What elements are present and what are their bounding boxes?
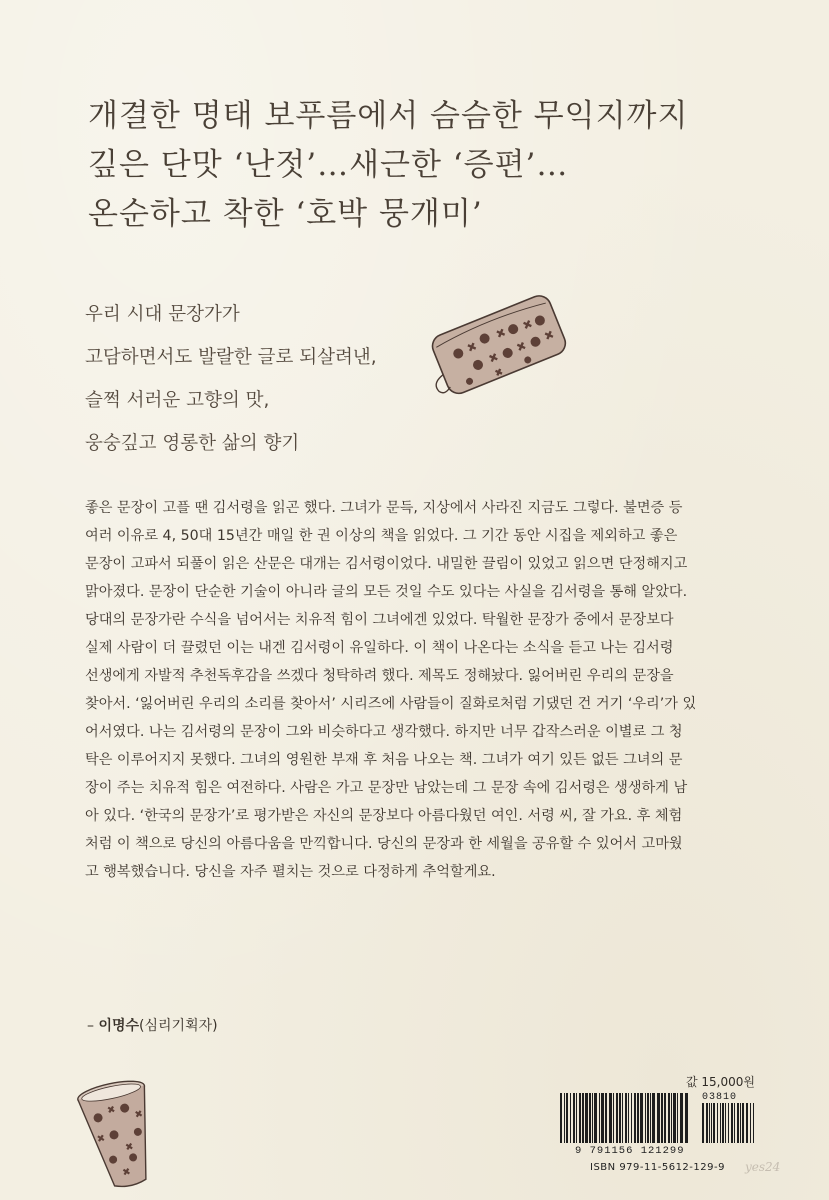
barcode-addon-bar [702, 1103, 704, 1143]
barcode-bar [631, 1093, 632, 1143]
subhead-line: 슬쩍 서러운 고향의 맛, [85, 390, 270, 411]
barcode-digits: 9 791156 121299 [575, 1145, 685, 1157]
barcode-bar [601, 1093, 604, 1143]
barcode-bar [566, 1093, 568, 1143]
barcode-bar [605, 1093, 607, 1143]
body-line: 당대의 문장가란 수식을 넘어서는 치유적 힘이 그녀에겐 있었다. 탁월한 문장가 중에서 문장보다 [85, 612, 674, 628]
barcode-bar [599, 1093, 600, 1143]
barcode-bar [680, 1093, 683, 1143]
barcode-bar [664, 1093, 666, 1143]
barcode-addon-bar [725, 1103, 726, 1143]
barcode-addon-bar [713, 1103, 715, 1143]
headline-line: 개결한 명태 보푸름에서 슴슴한 무익지까지 [88, 98, 689, 134]
price-label: 값 15,000원 [686, 1075, 755, 1089]
subhead-line: 고담하면서도 발랄한 글로 되살려낸, [85, 347, 377, 368]
barcode-bar [625, 1093, 627, 1143]
body-line: 선생에게 자발적 추천독후감을 쓰겠다 청탁하려 했다. 제목도 정해놨다. 잃어버린 우리의 문장을 [85, 668, 674, 684]
barcode-bar [579, 1093, 581, 1143]
barcode-bar [685, 1093, 688, 1143]
barcode-bar [657, 1093, 660, 1143]
barcode-addon-bar [728, 1103, 729, 1143]
body-line: 장이 주는 치유적 힘은 여전하다. 사람은 가고 문장만 남았는데 그 문장 속에 김서령은 생생하게 남 [85, 780, 688, 796]
barcode-addon-bar [711, 1103, 712, 1143]
barcode-bar [564, 1093, 565, 1143]
barcode-bar [573, 1093, 575, 1143]
body-line: 문장이 고파서 되풀이 읽은 산문은 대개는 김서령이었다. 내밀한 끌림이 있었고 읽으면 단정해지고 [85, 556, 688, 572]
barcode-bar [619, 1093, 621, 1143]
body-line: 처럼 이 책으로 당신의 아름다움을 만끽합니다. 당신의 문장과 한 세월을 공유할 수 있어서 고마웠 [85, 836, 683, 852]
subhead-line: 우리 시대 문장가가 [85, 304, 240, 325]
barcode-bar [671, 1093, 672, 1143]
barcode-addon-bar [709, 1103, 710, 1143]
barcode-bar [645, 1093, 646, 1143]
barcode-addon-bar [722, 1103, 724, 1143]
body-line: 고 행복했습니다. 당신을 자주 펼치는 것으로 다정하게 추억할게요. [85, 864, 496, 880]
subhead-line: 웅숭깊고 영롱한 삶의 향기 [85, 433, 300, 454]
barcode-bar [650, 1093, 651, 1143]
barcode-bar [576, 1093, 577, 1143]
barcode-bar [661, 1093, 663, 1143]
isbn-label: ISBN 979-11-5612-129-9 [590, 1162, 725, 1173]
body-line: 찾아서. ‘잃어버린 우리의 소리를 찾아서’ 시리즈에 사람들이 질화로처럼 기댔던 건 거기 ‘우리’가 있 [85, 696, 697, 712]
barcode-bar [594, 1093, 597, 1143]
body-line: 탁은 이루어지지 못했다. 그녀의 영원한 부재 후 처음 나오는 책. 그녀가 여기 있든 없든 그녀의 문 [85, 752, 683, 768]
barcode-addon-bar [737, 1103, 739, 1143]
barcode-bar [585, 1093, 588, 1143]
credit-name: 이명수 [98, 1018, 140, 1034]
barcode-bar [570, 1093, 571, 1143]
barcode-addon-bar [746, 1103, 748, 1143]
body-line: 어서였다. 나는 김서령의 문장이 그와 비슷하다고 생각했다. 하지만 너무 갑작스러운 이별로 그 청 [85, 724, 683, 740]
body-line: 아 있다. ‘한국의 문장가’로 평가받은 자신의 문장보다 아름다웠던 여인. 서령 씨, 잘 가요. 후 체험 [85, 808, 683, 824]
barcode-bar [622, 1093, 623, 1143]
barcode-addon: 03810 [702, 1092, 738, 1103]
barcode-addon-bar [720, 1103, 721, 1143]
barcode-addon-bar [706, 1103, 708, 1143]
review-credit [87, 1015, 218, 1035]
barcode-bar [628, 1093, 629, 1143]
barcode-bar [582, 1093, 584, 1143]
barcode-bar [637, 1093, 639, 1143]
barcode-addon-bar [734, 1103, 735, 1143]
barcode-addon-bar [717, 1103, 718, 1143]
credit-role: (심리기획자) [139, 1018, 218, 1034]
barcode-addon-bar [742, 1103, 744, 1143]
barcode-bar [560, 1093, 562, 1143]
body-line: 좋은 문장이 고플 땐 김서령을 읽곤 했다. 그녀가 문득, 지상에서 사라진 지금도 그렇다. 불면증 등 [85, 500, 683, 516]
body-line: 여러 이유로 4, 50대 15년간 매일 한 권 이상의 책을 읽었다. 그 기간 동안 시집을 제외하고 좋은 [85, 528, 678, 544]
review-body [85, 494, 761, 886]
barcode-bar [616, 1093, 618, 1143]
barcode-addon-bar [753, 1103, 754, 1143]
barcode-bar [647, 1093, 649, 1143]
headline-line: 깊은 단맛 ‘난젓’…새근한 ‘증편’… [88, 147, 569, 183]
watermark-logo: yes24 [745, 1160, 781, 1174]
headline-line: 온순하고 착한 ‘호박 뭉개미’ [88, 196, 483, 232]
barcode-addon-bar [750, 1103, 751, 1143]
wallet-illustration [418, 290, 576, 396]
barcode-bar [613, 1093, 614, 1143]
barcode-bar [673, 1093, 676, 1143]
barcode-addon-bar [740, 1103, 741, 1143]
barcode-addon-bar [731, 1103, 733, 1143]
barcode-bar [652, 1093, 655, 1143]
cup-illustration [70, 1075, 176, 1193]
credit-dash: – [87, 1018, 94, 1034]
barcode-bar [677, 1093, 678, 1143]
barcode-bar [668, 1093, 670, 1143]
barcode-bar [640, 1093, 643, 1143]
barcode-bar [589, 1093, 591, 1143]
body-line: 맑아졌다. 문장이 단순한 기술이 아니라 글의 모든 것일 수도 있다는 사실을 김서령을 통해 알았다. [85, 584, 688, 600]
barcode-bar [609, 1093, 612, 1143]
body-line: 실제 사람이 더 끌렸던 이는 내겐 김서령이 유일하다. 이 책이 나온다는 소식을 듣고 나는 김서령 [85, 640, 674, 656]
barcode-bar [592, 1093, 593, 1143]
headline [88, 92, 768, 239]
barcode-bar [634, 1093, 636, 1143]
